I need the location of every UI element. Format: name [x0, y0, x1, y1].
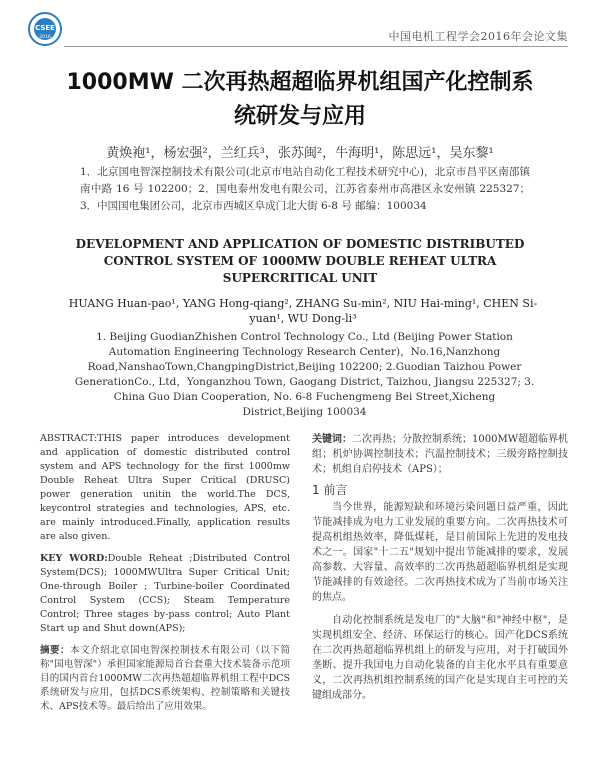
abstract-zh	[40, 644, 290, 714]
affiliation-zh: 1．北京国电智深控制技术有限公司(北京市电站自动化工程技术研究中心)，北京市昌平区南邵镇南中路 16 号 102200；2．国电泰州发电有限公司，江苏省泰州市高港区永安州镇 225327；3．中国国电集团公司，北京市西城区阜成门北大街 6-8 号 邮编：100034	[80, 166, 530, 212]
authors-zh: 黄焕袍¹，杨宏强²，兰红兵³，张苏闽²，牛海明¹，陈思远¹，吴东黎¹	[106, 146, 494, 161]
csee-logo	[28, 12, 62, 46]
section-heading-intro: 1 前言	[312, 483, 348, 497]
title-en-line1: DEVELOPMENT AND APPLICATION OF DOMESTIC DISTRIBUTED	[75, 237, 525, 251]
authors-en: HUANG Huan-pao¹, YANG Hong-qiang², ZHANG Su-min², NIU Hai-ming¹, CHEN Si-yuan¹, WU Dong-li³	[68, 297, 538, 325]
title-en-line2: CONTROL SYSTEM OF 1000MW DOUBLE REHEAT ULTRA	[103, 254, 497, 268]
affiliation-en: 1. Beijing GuodianZhishen Control Technology Co., Ltd (Beijing Power Station Automation Engineering Technology Research Center)，No.16,Nanzhong Road,NanshaoTown,ChangpingDistrict,Beijing 102200; 2.Guodian Taizhou Power GenerationCo., Ltd，Yonganzhou Town, Gaogang District, Taizhou, Jiangsu 225327; 3. China Guo Dian Cooperation, No. 6-8 Fuchengmeng Bei Street,Xicheng District,Beijing 100034	[74, 331, 535, 418]
left-column	[40, 432, 290, 714]
keywords-zh-text: 二次再热；分散控制系统；1000MW超超临界机组；机炉协调控制技术；汽温控制技术；三级旁路控制技术；机组自启停技术（APS）；	[312, 434, 569, 475]
title-en-line3: SUPERCRITICAL UNIT	[222, 271, 378, 285]
keywords-en-label: KEY WORD:	[40, 553, 108, 564]
intro-paragraph-2: 自动化控制系统是发电厂的"大脑"和"神经中枢"，是实现机组安全、经济、环保运行的核心。国产化DCS系统在二次再热超超临界机组上的研发与应用，对于打破国外垄断、提升我国电力自动化装备的自主化水平具有重要意义，二次再热机组控制系统的国产化是实现自主可控的关键组成部分。	[312, 615, 568, 701]
abstract-zh-text: 本文介绍北京国电智深控制技术有限公司（以下简称"国电智深"）承担国家能源局首台套重大技术装备示范项目的国内首台1000MW二次再热超超临界机组工程中DCS系统研发与应用，包括DCS系统架构、控制策略和关键技术、APS技术等。最后给出了应用效果。	[40, 645, 290, 712]
keywords-zh	[312, 432, 568, 477]
keywords-zh-label: 关键词：	[312, 434, 353, 445]
logo-text: CSEE	[35, 24, 55, 32]
right-column	[312, 432, 568, 703]
logo-year: 2016	[39, 35, 51, 40]
abstract-zh-label: 摘要：	[40, 645, 71, 656]
paper-title-en	[50, 236, 550, 287]
running-header: 中国电机工程学会2016年会论文集	[388, 30, 568, 43]
intro-paragraph-1: 当今世界，能源短缺和环境污染问题日益严重，因此节能减排成为电力工业发展的重要方向。二次再热技术可提高机组热效率，降低煤耗，是目前国际上先进的发电技术之一。国家"十二五"规划中提出节能减排的要求，发展高参数、大容量、高效率的二次再热超超临界机组是实现节能减排的有效途径。二次再热技术成为了当前市场关注的焦点。	[312, 502, 568, 603]
paper-title-zh	[40, 66, 560, 134]
title-zh-line1: 1000MW 二次再热超超临界机组国产化控制系	[66, 70, 534, 95]
keywords-en-text: Double Reheat ;Distributed Control System(DCS); 1000MWUltra Super Critical Unit; One-through Boiler ; Turbine-boiler Coordinated Control System (CCS); Steam Temperature Control; Three stages by-pass control; Auto Plant Start up and Shut down(APS);	[40, 553, 290, 634]
abstract-en: ABSTRACT:THIS paper introduces development and application of domestic distributed control system and APS technology for the first 1000mw Double Reheat Ultra Super Critical (DRUSC) power generation unitin the world.The DCS, keycontrol strategies and technologies, APS, etc. are mainly introduced.Finally, application results are also given.	[40, 433, 290, 542]
title-zh-line2: 统研发与应用	[233, 104, 366, 129]
keywords-en	[40, 552, 290, 636]
header-rule	[64, 46, 568, 47]
